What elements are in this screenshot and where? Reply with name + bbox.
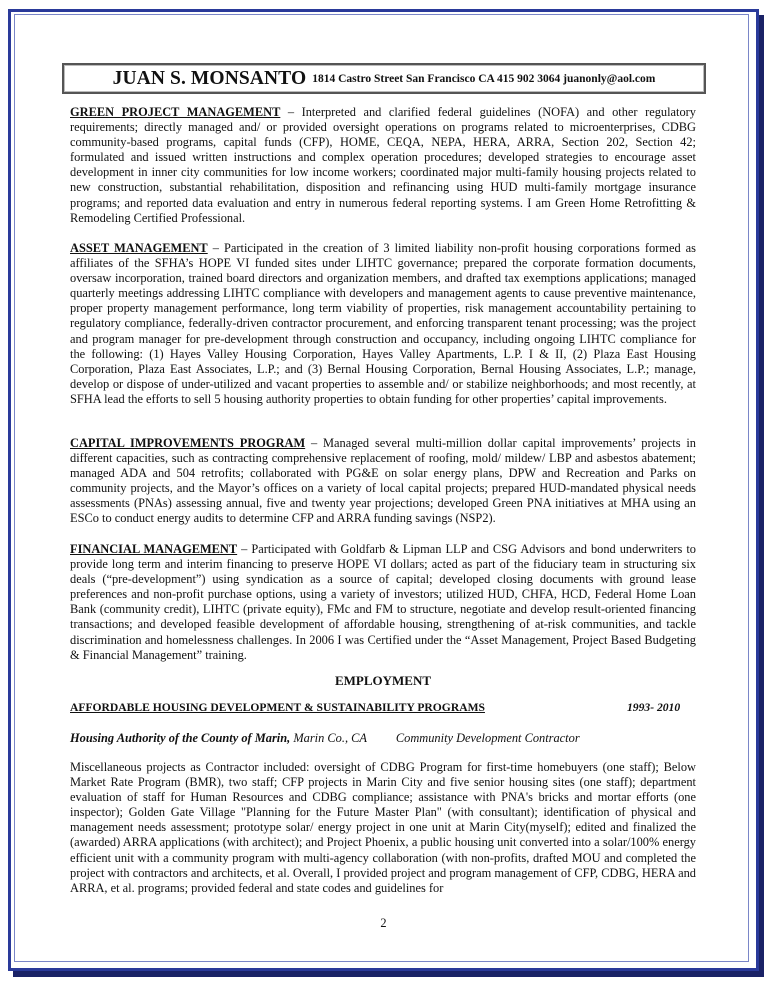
employment-title: EMPLOYMENT bbox=[334, 673, 432, 688]
section-heading: GREEN PROJECT MANAGEMENT bbox=[70, 105, 281, 119]
section-text: – Participated with Goldfarb & Lipman LLP and CSG Advisors and bond underwriters to provide long term and interim financing to preserve HOPE VI dollars; acted as part of the fiduciary team in structuring six deals (“pre-development”) using syndication as a source of capital; developed closing documents with ground lease preferences and non-profit purchase options, using a variety of investors; utilized HUD, CHFA, HCD, Federal Home Loan Bank (community credit), LIHTC (private equity), FMc and FM to structure, negotiate and develop result-oriented financing transactions; and developed feasible development of affordable housing, strengthening of at-risk communities, and tackle discrimination and homelessness challenges. In 2006 I was Certified under the “Asset Management, Project Based Budgeting & Financial Management” training. bbox=[70, 542, 696, 662]
job-role: Community Development Contractor bbox=[395, 731, 580, 745]
resume-header bbox=[62, 63, 706, 94]
section-text: – Interpreted and clarified federal guidelines (NOFA) and other regulatory requirements; directly managed and/ or provided oversight operations on programs related to microenterprises, CDBG community-based programs, capital funds (CFP), HOME, CEQA, NEPA, HERA, ARRA, Section 202, Section 42; formulated and issued written instructions and complex operation procedures; developed strategies to encourage asset development in inner city communities for low income workers; coordinated major multi-family housing projects related to new construction, substantial rehabilitation, disposition and refinancing using HUD multi-family mortgage insurance programs; and reported data evaluation and entry in numerous federal reporting systems. I am Green Home Retrofitting & Remodeling Certified Professional. bbox=[70, 105, 696, 225]
program-line bbox=[70, 701, 696, 714]
section-asset-management bbox=[70, 241, 696, 407]
contact-info: 1814 Castro Street San Francisco CA 415 902 3064 juanonly@aol.com bbox=[312, 72, 656, 85]
program-years: 1993- 2010 bbox=[627, 701, 681, 714]
section-capital-improvements bbox=[70, 436, 696, 527]
employment-description: Miscellaneous projects as Contractor included: oversight of CDBG Program for first-time homebuyers (one staff); Below Market Rate Program (BMR), two staff; CFP projects in Marin City and five senior housing sites (one staff); department evaluation of staff for Human Resources and CDBG compliance; assistance with PNA's bricks and mortar efforts (one inspector); Golden Gate Village "Planning for the Future Master Plan" (with consultant); identification of physical and management needs assessment; prototype solar/ energy project in one unit at Marin City(myself); edited and finalized the (awarded) ARRA applications (with architect); and Project Phoenix, a public housing unit converted into a solar/100% energy efficient unit with a community program with multi-agency collaboration (with non-profits, drafted MOU and completed the project with contractors and architects, et al. Overall, I provided project and program management of CFP, CDBG, HERA and ARRA, et al. programs; provided federal and state codes and guidelines for bbox=[70, 760, 696, 895]
section-text: – Participated in the creation of 3 limited liability non-profit housing corporations formed as affiliates of the SFHA’s HOPE VI funded sites under LIHTC governance; prepared the corporate formation documents, oversaw incorporation, trained board directors and organization members, and drafted tax exemptions applications; managed quarterly meetings addressing LIHTC compliance with developers and management agents to cause preventive maintenance, proper property management performance, long term viability of properties, risk management accountability pertaining to regulatory compliance, federally-driven contractor procurement, and enforcing transparent tenant processing; was the project and program manager for pre-development through construction and occupancy, including ongoing LIHTC compliance for the following: (1) Hayes Valley Housing Corporation, Hayes Valley Apartments, L.P. I & II, (2) Plaza East Housing Corporation, Plaza East Associates, L.P.; and (3) Bernal Housing Corporation, Bernal Housing Associates, L.P.; manage, develop or dispose of under-utilized and vacant properties to assemble and/ or stabilize neighborhoods; and most recently, at SFHA lead the efforts to sell 5 housing authority properties to obtain funding for other properties’ capital improvements. bbox=[70, 241, 696, 406]
employer-line bbox=[70, 731, 696, 746]
section-heading: CAPITAL IMPROVEMENTS PROGRAM bbox=[70, 436, 306, 450]
section-text: – Managed several multi-million dollar capital improvements’ projects in different capacities, such as contracting comprehensive replacement of roofing, mold/ mildew/ LBP and asbestos abatement; managed ADA and 504 retrofits; collaborated with PG&E on solar energy plans, DPW and Recreation and Parks on community projects, and the Mayor’s offices on a variety of local capital projects; prepared HUD-mandated physical needs assessments (PNAs) assessing annual, five and twenty year projections; developed Green PNA initiatives at MHA using an ESCo to conduct energy audits to determine CFP and ARRA funding savings (NSP2). bbox=[70, 436, 696, 526]
section-heading: FINANCIAL MANAGEMENT bbox=[70, 542, 238, 556]
applicant-name: JUAN S. MONSANTO bbox=[112, 67, 307, 89]
section-heading: ASSET MANAGEMENT bbox=[70, 241, 208, 255]
employer-location: Marin Co., CA bbox=[293, 731, 367, 745]
program-title: AFFORDABLE HOUSING DEVELOPMENT & SUSTAINABILITY PROGRAMS bbox=[70, 701, 485, 714]
section-green-project-management bbox=[70, 105, 696, 226]
section-financial-management bbox=[70, 542, 696, 663]
employer-name: Housing Authority of the County of Marin, bbox=[70, 731, 291, 745]
page-number: 2 bbox=[380, 916, 387, 930]
